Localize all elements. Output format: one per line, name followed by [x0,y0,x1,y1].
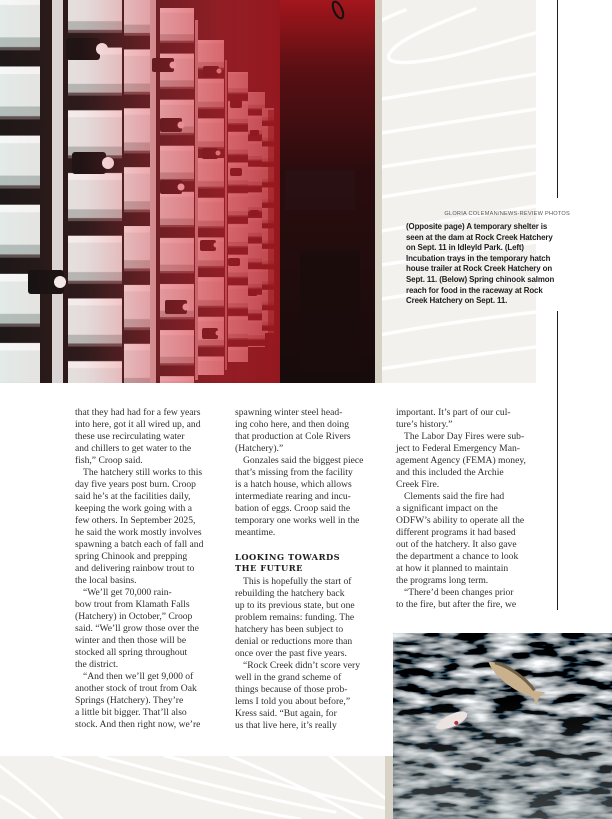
text-line: bow trout from Klamath Falls [75,599,190,610]
chinook-salmon-raceway-photo [393,633,612,819]
text-line: well in the grand scheme of [235,672,342,683]
caption-line: seen at the dam at Rock Creek Hatchery [406,232,553,242]
article-column-1 [75,407,203,731]
text-line: he said the work mostly involves [75,527,202,538]
text-line: that’s missing from the facility [235,467,353,478]
text-line: and this included the Archie [396,467,504,478]
text-line: rebuilding the hatchery back [235,588,345,599]
text-line: up to its previous state, but one [235,600,355,611]
text-line: is a hatch house, which allows [235,479,352,490]
caption-panel-background [375,0,536,383]
vertical-rule-top [557,0,558,198]
text-line: another stock of trout from Oak [75,683,197,694]
text-line: and chillers to get water to the [75,443,192,454]
article-column-2-top [235,407,363,539]
text-line: problem remains: funding. The [235,612,355,623]
text-line: the department a chance to look [396,551,519,562]
text-line: to the fire, but after the fire, we [396,599,517,610]
text-line: winter and then those will be [75,635,187,646]
section-heading-line: THE FUTURE [235,563,303,573]
text-line: Clements said the fire had [404,491,505,502]
text-line: stocked all spring throughout [75,647,188,658]
text-line: that they had had for a few years [75,407,201,418]
text-line: important. It’s part of our cul- [396,407,511,418]
caption-line: Creek Hatchery on Sept. 11. [406,296,508,306]
wavy-line-decoration [382,0,536,383]
text-line: us that live here, it’s really [235,720,337,731]
section-heading-line: LOOKING TOWARDS [235,552,341,562]
text-line: This is hopefully the start of [243,576,352,587]
caption-line: Incubation trays in the temporary hatch [406,253,551,263]
bottom-decorative-band [0,756,393,819]
text-line: ject to Federal Emergency Man- [396,443,520,454]
text-line: Springs (Hatchery). They’re [75,695,184,706]
caption-line: (Opposite page) A temporary shelter is [406,222,548,231]
text-line: denial or reductions more than [235,636,353,647]
text-line: agement Agency (FEMA) money, [396,455,526,466]
text-line: into here, got it all wired up, and [75,419,201,430]
caption-line: on Sept. 11 in Idleyld Park. (Left) [406,243,524,253]
text-line: the district. [75,659,119,670]
incubation-trays-photo [0,0,375,383]
text-line: The hatchery still works to this [83,467,203,478]
text-line: day five years post burn. Croop [75,479,196,490]
text-line: once over the past five years. [235,648,347,659]
text-line: few others. In September 2025, [75,515,196,526]
text-line: a significant impact on the [396,503,498,514]
text-line: the programs long term. [396,575,489,586]
article-column-2-bottom [235,576,360,732]
text-line: things because of those prob- [235,684,348,695]
wavy-line-decoration [0,756,385,819]
text-line: ODFW’s ability to operate all the [396,515,525,526]
text-line: “Rock Creek didn’t score very [243,660,361,671]
caption-line: Sept. 11. (Below) Spring chinook salmon [406,274,555,284]
vertical-rule-bottom [557,311,558,610]
text-line: spawning a batch each of fall and [75,539,204,550]
text-line: (Hatchery) in October,” Croop [75,611,193,622]
text-line: different programs it had based [396,527,516,538]
text-line: (Hatchery).” [235,443,284,454]
section-heading [235,552,340,574]
text-line: temporary one works well in the [235,515,360,526]
caption-line: reach for food in the raceway at Rock [406,285,543,295]
text-line: that production at Cole Rivers [235,431,351,442]
text-line: “There’d been changes prior [404,587,514,598]
text-line: intermediate rearing and incu- [235,491,351,502]
text-line: said he’s at the facilities daily, [75,491,191,502]
text-line: stock. And then right now, we’re [75,719,201,730]
text-line: meantime. [235,527,276,538]
text-line: ing coho here, and then doing [235,419,350,430]
text-line: “We’ll get 70,000 rain- [83,587,172,598]
text-line: spring Chinook and prepping [75,551,188,562]
text-line: the local basins. [75,575,137,586]
photo-credit: GLORIA COLEMAN/NEWS-REVIEW PHOTOS [444,211,570,217]
text-line: fish,” Croop said. [75,455,143,466]
text-line: “And then we’ll get 9,000 of [83,671,194,682]
text-line: Creek Fire. [396,479,440,490]
text-line: out of the hatchery. It also gave [396,539,517,550]
text-line: ture’s history.” [396,419,453,430]
text-line: hatchery has been subject to [235,624,344,635]
photo-caption [406,222,554,307]
text-line: Kress said. “But again, for [235,708,337,719]
text-line: at how it planned to maintain [396,563,509,574]
caption-line: house trailer at Rock Creek Hatchery on [406,264,553,274]
text-line: lems I told you about before,” [235,696,351,707]
text-line: a little bit bigger. That’ll also [75,707,187,718]
text-line: and delivering rainbow trout to [75,563,195,574]
article-column-3 [396,407,526,611]
text-line: bation of eggs. Croop said the [235,503,351,514]
text-line: said. “We’ll grow those over the [75,623,199,634]
text-line: The Labor Day Fires were sub- [404,431,525,442]
text-line: these use recirculating water [75,431,185,442]
text-line: Gonzales said the biggest piece [243,455,364,466]
text-line: keeping the work going with a [75,503,192,514]
text-line: spawning winter steel head- [235,407,343,418]
